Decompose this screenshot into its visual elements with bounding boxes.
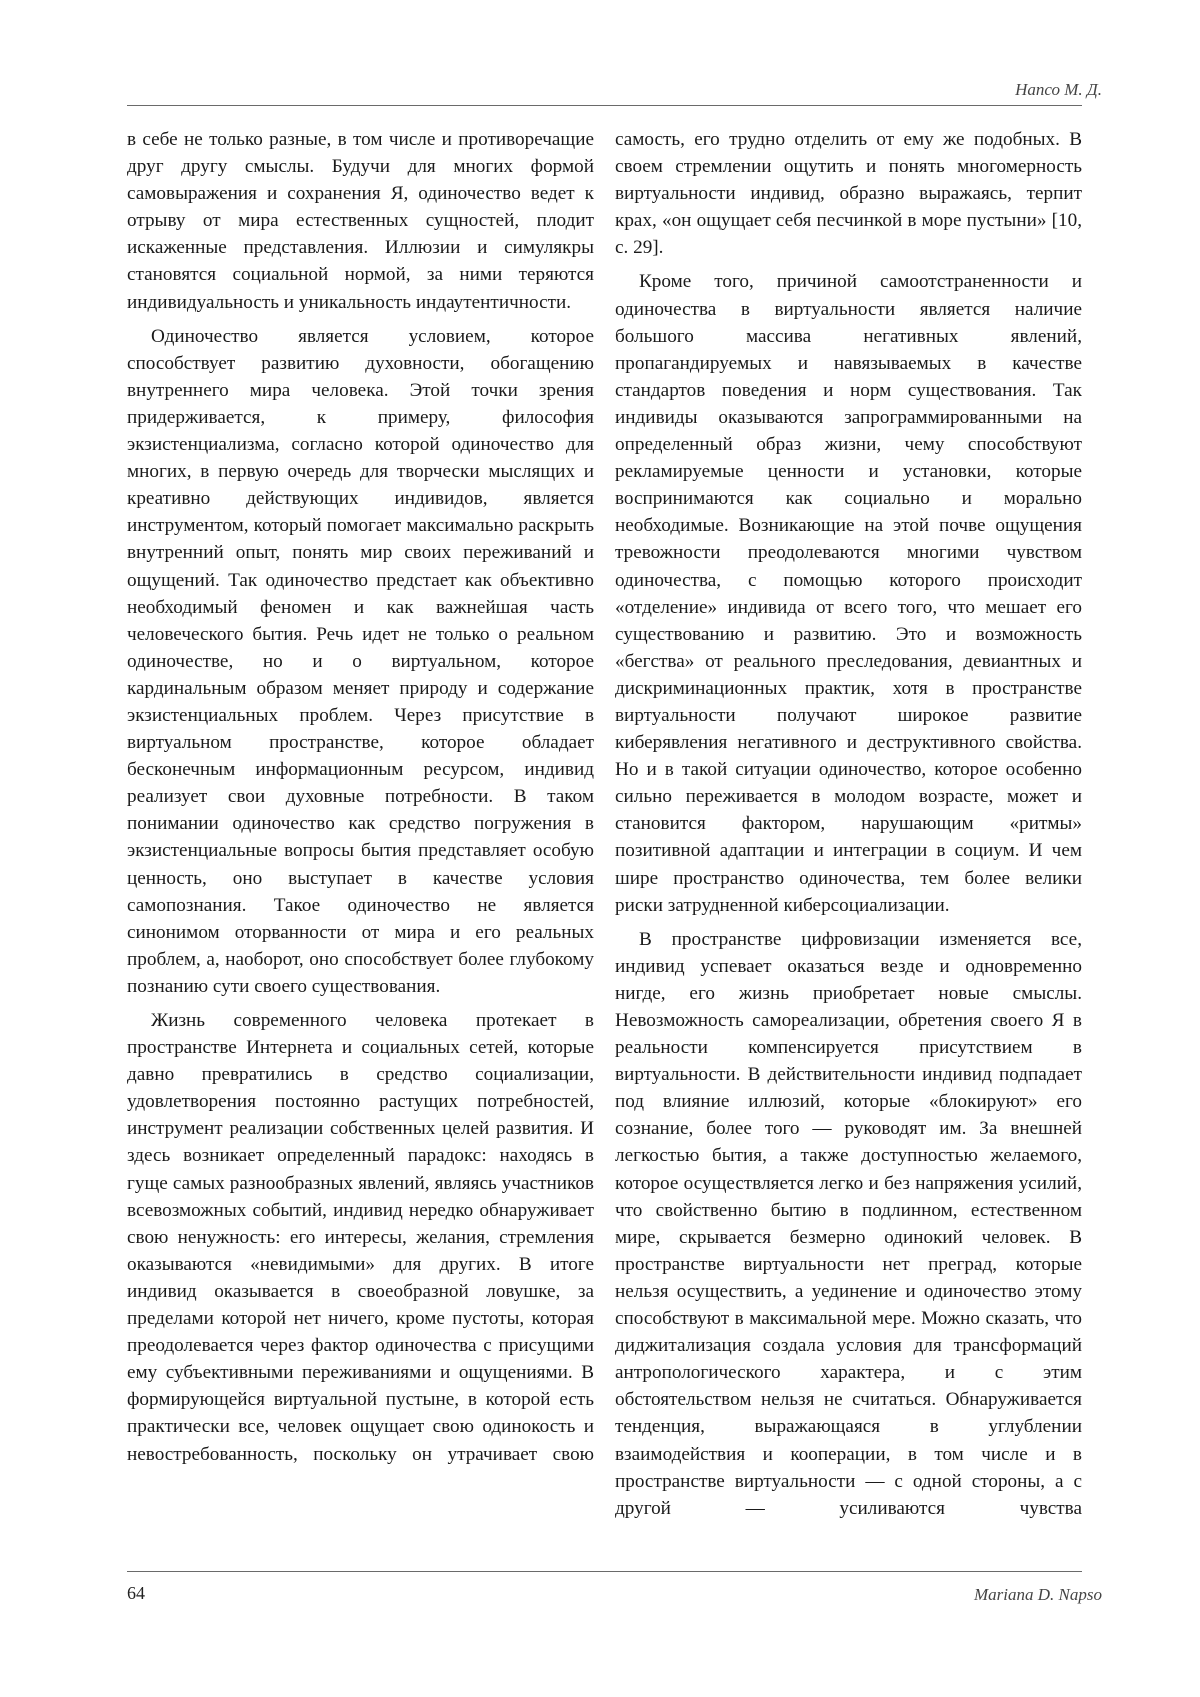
right-paragraph-1: самость, его трудно отделить от ему же подобных. В своем стремлении ощутить и понять многомерность виртуальности индивид, образно выражаясь, терпит крах, «он ощущает себя песчинкой в море пустыни» [10, с. 29]. [615,129,1082,259]
running-foot-author: Mariana D. Napso [974,1585,1102,1604]
right-column [615,126,1082,1529]
left-paragraph-1: в себе не только разные, в том числе и противоречащие друг другу смыслы. Будучи для многих формой самовыражения и сохранения Я, одиночество ведет к отрыву от мира естественных сущностей, плодит искаженные представления. Иллюзии и симулякры становятся социальной нормой, за ними теряются индивидуальность и уникальность индаутентичности. [127,129,594,313]
header-rule [127,105,1082,106]
body-text [127,126,1082,1556]
right-paragraph-3: В пространстве цифровизации изменяется все, индивид успевает оказаться везде и одновременно нигде, его жизнь приобретает новые смыслы. Невозможность самореализации, обретения своего Я в реальности компенсируется присутствием в виртуальности. В действительности индивид подпадает под влияние иллюзий, которые «блокируют» его сознание, более того — руководят им. За внешней легкостью бытия, а также доступностью желаемого, которое осуществляется легко и без напряжения усилий, что свойственно бытию в подлинном, естественном мире, скрывается безмерно одинокий человек. В пространстве виртуальности нет преград, которые нельзя осуществить, а уединение и одиночество этому способствуют в максимальной мере. Можно сказать, что диджитализация создала условия для трансформаций антропологического характера, и с этим обстоятельством нельзя не считаться. Обнаруживается тенденция, выражающаяся в углублении взаимодействия и кооперации, в том числе и в пространстве виртуальности — с одной стороны, а с другой — усиливаются чувства [615,928,1082,1519]
running-head-author: Напсо М. Д. [1015,80,1102,99]
page-number: 64 [127,1583,145,1603]
left-column [127,126,594,1475]
left-paragraph-2: Одиночество является условием, которое способствует развитию духовности, обогащению внутреннего мира человека. Этой точки зрения придерживается, к примеру, философия экзистенциализма, согласно которой одиночество для многих, в первую очередь для творчески мыслящих и креативно действующих индивидов, является инструментом, который помогает максимально раскрыть внутренний опыт, понять мир своих переживаний и ощущений. Так одиночество предстает как объективно необходимый феномен и как важнейшая часть человеческого бытия. Речь идет не только о реальном одиночестве, но и о виртуальном, которое кардинальным образом меняет природу и содержание экзистенциальных проблем. Через присутствие в виртуальном пространстве, которое обладает бесконечным информационным ресурсом, индивид реализует свои духовные потребности. В таком понимании одиночество как средство погружения в экзистенциальные вопросы бытия представляет особую ценность, оно выступает в качестве условия самопознания. Такое одиночество не является синонимом оторванности от мира и его реальных проблем, а, наоборот, оно способствует более глубокому познанию сути своего существования. [127,325,594,997]
right-paragraph-2: Кроме того, причиной самоотстраненности и одиночества в виртуальности является наличие большого массива негативных явлений, пропагандируемых и навязываемых в качестве стандартов поведения и норм существования. Так индивиды оказываются запрограммированными на определенный образ жизни, чему способствуют рекламируемые ценности и установки, которые воспринимаются как социально и морально необходимые. Возникающие на этой почве ощущения тревожности преодолеваются многими чувством одиночества, с помощью которого происходит «отделение» индивида от всего того, что мешает его существованию и развитию. Это и возможность «бегства» от реального преследования, девиантных и дискриминационных практик, хотя в пространстве виртуальности получают широкое развитие киберявления негативного и деструктивного свойства. Но и в такой ситуации одиночество, которое особенно сильно переживается в молодом возрасте, может и становится фактором, нарушающим «ритмы» позитивной адаптации и интеграции в социум. И чем шире пространство одиночества, тем более велики риски затрудненной киберсоциализации. [615,271,1082,916]
footer-rule [127,1571,1082,1572]
left-paragraph-3: Жизнь современного человека протекает в пространстве Интернета и социальных сетей, которые давно превратились в средство социализации, удовлетворения постоянно растущих потребностей, инструмент реализации собственных целей развития. И здесь возникает определенный парадокс: находясь в гуще самых разнообразных явлений, являясь участников всевозможных событий, индивид нередко обнаруживает свою ненужность: его интересы, желания, стремления оказываются «невидимыми» для других. В итоге индивид оказывается в своеобразной ловушке, за пределами которой нет ничего, кроме пустоты, которая преодолевается через фактор одиночества с присущими ему субъективными переживаниями и ощущениями. В формирующейся виртуальной пустыне, в которой есть практически все, человек ощущает свою одинокость и невостребованность, поскольку он утрачивает свою [127,1010,594,1465]
